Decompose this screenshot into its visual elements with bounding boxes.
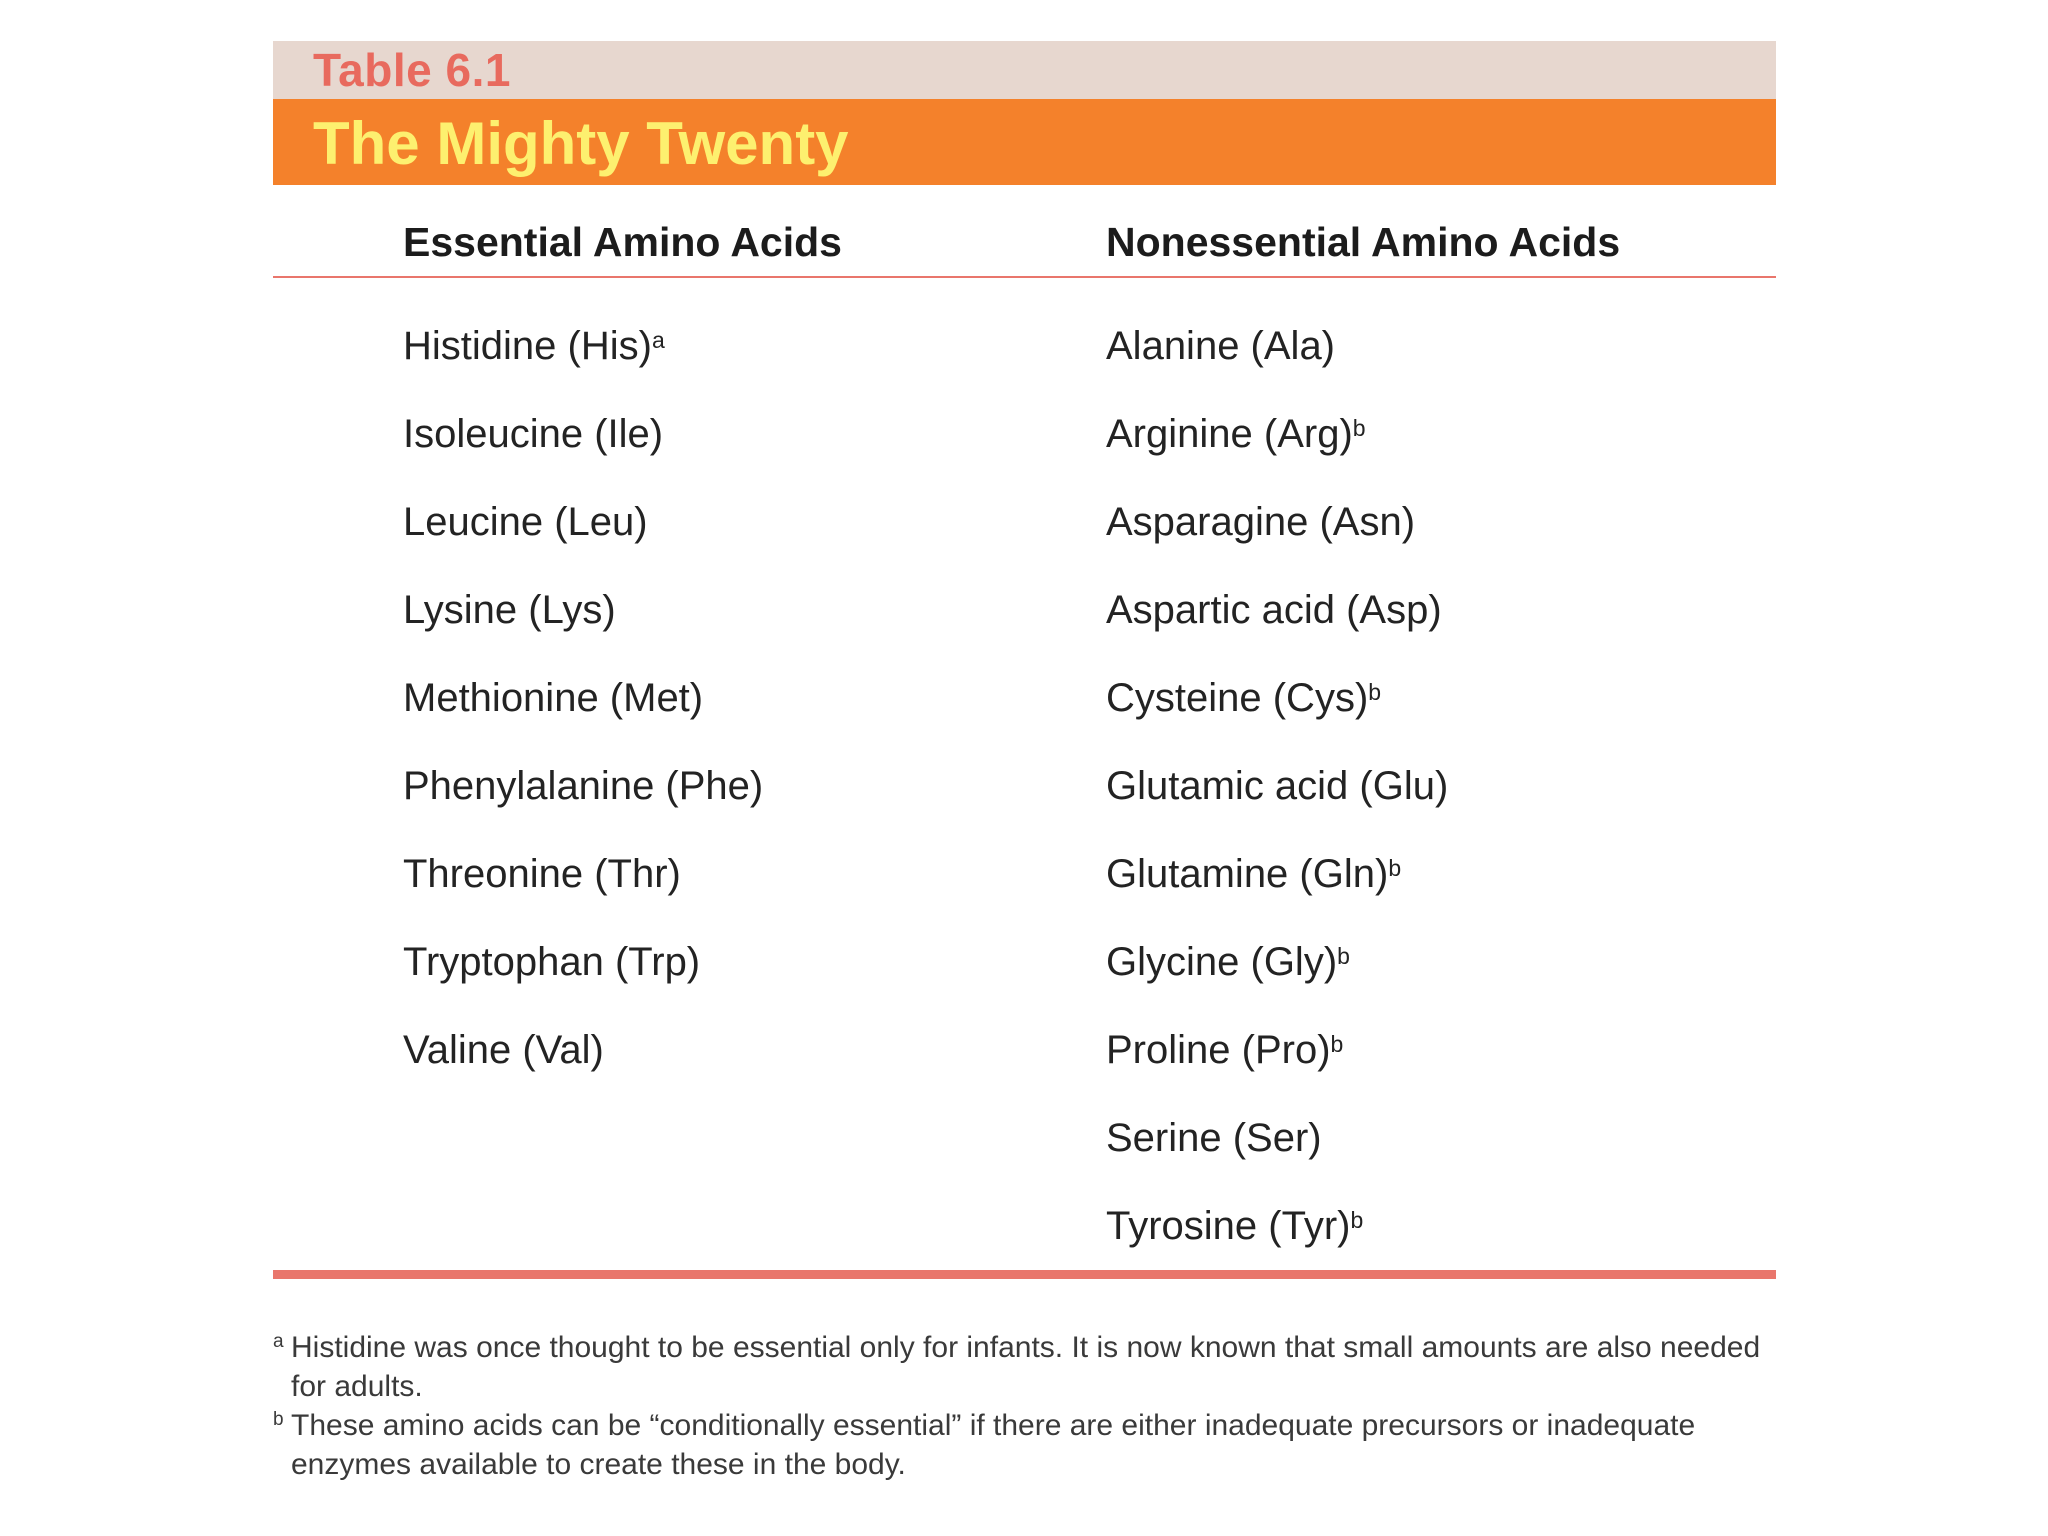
essential-cell: [403, 499, 648, 545]
essential-cell: [403, 939, 700, 985]
nonessential-cell: [1106, 1115, 1322, 1161]
essential-cell: [403, 763, 763, 809]
amino-acid-name: Aspartic acid (Asp): [1106, 588, 1442, 632]
footnote-marker: b: [1350, 1207, 1364, 1233]
amino-acid-name: Glycine (Gly): [1106, 940, 1338, 984]
essential-cell: [403, 851, 681, 897]
amino-acid-name: Phenylalanine (Phe): [403, 764, 764, 808]
table-body: [273, 278, 1776, 1274]
amino-acid-name: Tryptophan (Trp): [403, 940, 701, 984]
amino-acid-name: Valine (Val): [403, 1028, 604, 1072]
amino-acid-name: Methionine (Met): [403, 676, 704, 720]
footnote-mark: a: [273, 1331, 284, 1352]
footnote-text: Histidine was once thought to be essential only for infants. It is now known that small amounts are also needed for adults.: [291, 1331, 1761, 1403]
amino-acid-name: Isoleucine (Ile): [403, 412, 664, 456]
table-title: The Mighty Twenty: [313, 110, 849, 177]
amino-acid-name: Leucine (Leu): [403, 500, 648, 544]
footnote-mark: b: [273, 1409, 284, 1430]
amino-acid-name: Glutamine (Gln): [1106, 852, 1389, 896]
amino-acid-name: Lysine (Lys): [403, 588, 616, 632]
table-label-band: [273, 41, 1776, 99]
table-bottom-rule: [273, 1270, 1776, 1279]
footnote-a: [273, 1328, 1776, 1406]
column-header-row: [273, 185, 1776, 278]
amino-acid-name: Proline (Pro): [1106, 1028, 1331, 1072]
footnotes: [273, 1328, 1776, 1484]
essential-cell: [403, 587, 616, 633]
nonessential-cell: [1106, 939, 1350, 985]
essential-cell: [403, 675, 703, 721]
nonessential-cell: [1106, 587, 1442, 633]
nonessential-cell: [1106, 411, 1366, 457]
nonessential-cell: [1106, 499, 1415, 545]
footnote-marker: b: [1388, 855, 1402, 881]
nonessential-cell: [1106, 323, 1335, 369]
column-header-nonessential: Nonessential Amino Acids: [1106, 219, 1621, 265]
footnote-text: These amino acids can be “conditionally essential” if there are either inadequate precursors or inadequate enzymes available to create these in the body.: [291, 1409, 1696, 1481]
table-title-band: [273, 99, 1776, 185]
footnote-marker: b: [1368, 679, 1382, 705]
nonessential-cell: [1106, 1203, 1363, 1249]
amino-acid-name: Serine (Ser): [1106, 1116, 1322, 1160]
essential-cell: [403, 323, 665, 369]
amino-acid-name: Alanine (Ala): [1106, 324, 1336, 368]
table-number: Table 6.1: [313, 44, 511, 96]
amino-acid-name: Histidine (His): [403, 324, 652, 368]
amino-acid-name: Asparagine (Asn): [1106, 500, 1416, 544]
amino-acid-name: Tyrosine (Tyr): [1106, 1204, 1351, 1248]
amino-acid-table: [273, 41, 1776, 1274]
amino-acid-name: Threonine (Thr): [403, 852, 681, 896]
footnote-b: [273, 1406, 1776, 1484]
essential-cell: [403, 411, 663, 457]
nonessential-cell: [1106, 675, 1381, 721]
amino-acid-name: Glutamic acid (Glu): [1106, 764, 1449, 808]
footnote-marker: a: [651, 327, 665, 353]
essential-cell: [403, 1027, 604, 1073]
nonessential-cell: [1106, 1027, 1343, 1073]
amino-acid-name: Arginine (Arg): [1106, 412, 1353, 456]
amino-acid-name: Cysteine (Cys): [1106, 676, 1369, 720]
footnote-marker: b: [1352, 415, 1366, 441]
footnote-marker: b: [1330, 1031, 1344, 1057]
nonessential-cell: [1106, 851, 1401, 897]
nonessential-cell: [1106, 763, 1448, 809]
footnote-marker: b: [1337, 943, 1350, 969]
column-header-essential: Essential Amino Acids: [403, 219, 842, 265]
